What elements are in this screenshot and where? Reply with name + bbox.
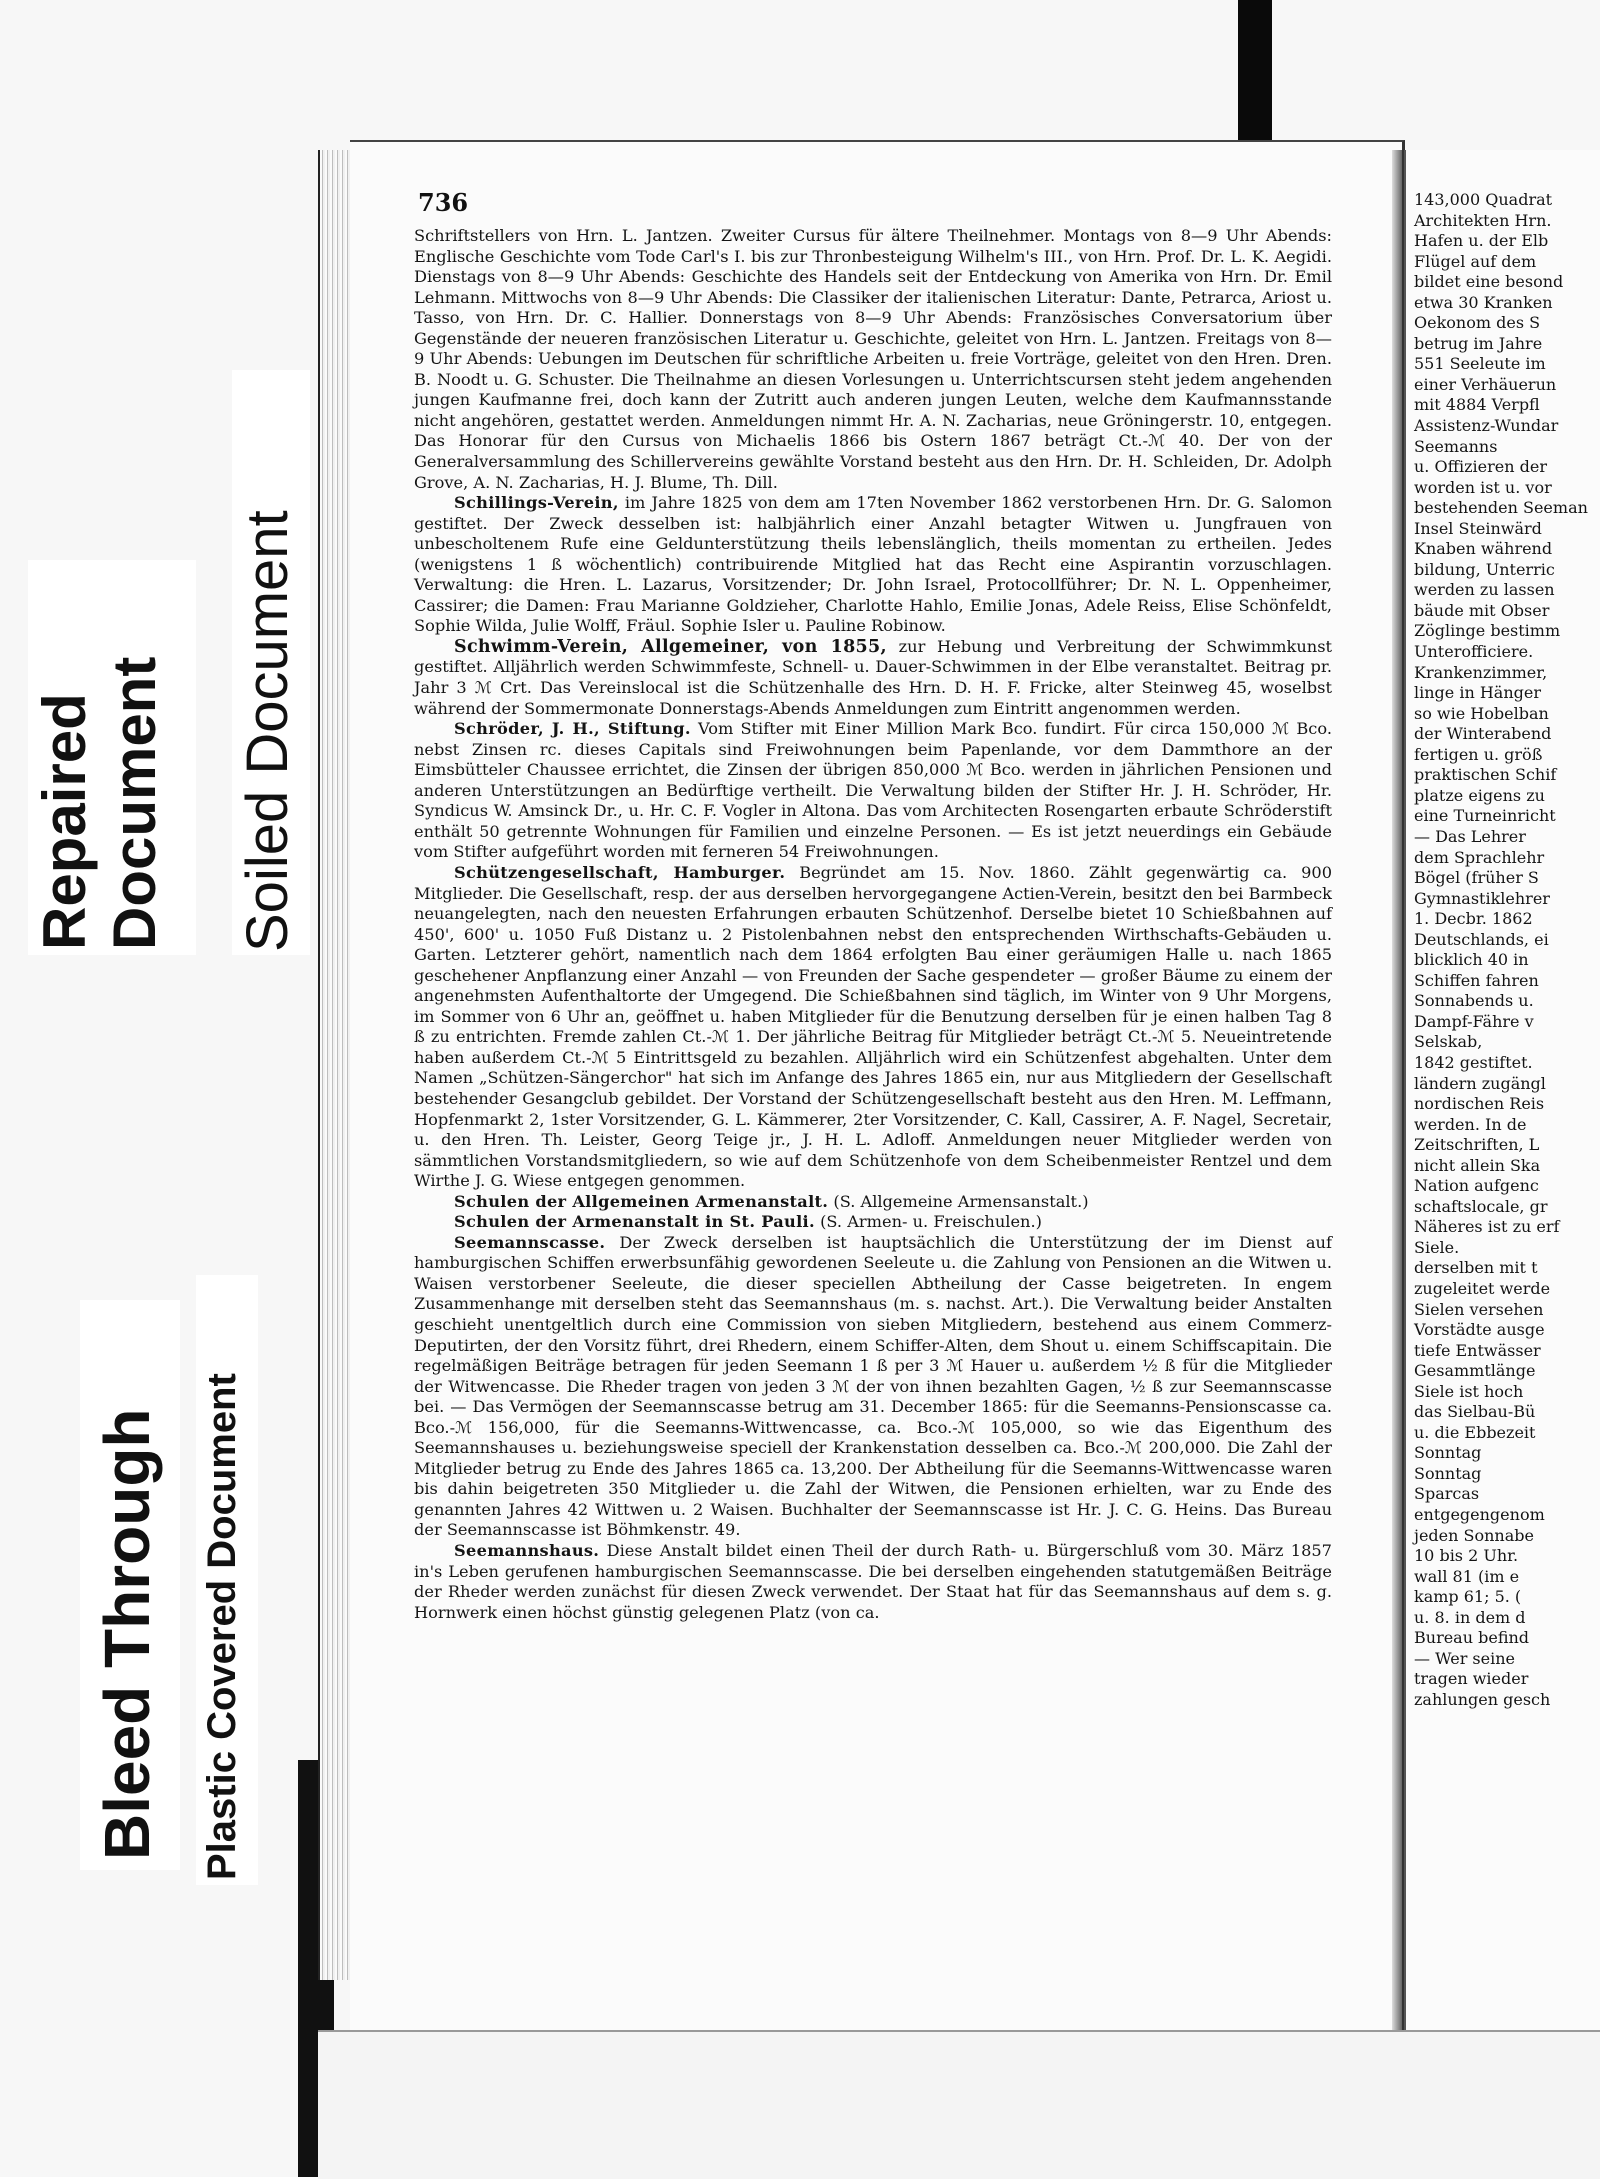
right-page-line: Hafen u. der Elb: [1414, 231, 1549, 251]
right-page-line: 143,000 Quadrat: [1414, 190, 1553, 209]
directory-entry: [414, 493, 1332, 637]
right-page-line: werden zu lassen: [1414, 580, 1555, 600]
right-page-line: blicklich 40 in: [1414, 950, 1529, 970]
directory-entry: [414, 226, 1332, 493]
right-page-line: 10 bis 2 Uhr.: [1414, 1546, 1519, 1566]
main-text-column: [414, 226, 1332, 1623]
right-page-line: 551 Seeleute im: [1414, 354, 1546, 374]
right-page-line: der Winterabend: [1414, 724, 1552, 744]
right-page-line: linge in Hänger: [1414, 683, 1541, 703]
entry-heading: Schulen der Armenanstalt in St. Pauli.: [454, 1212, 815, 1232]
entry-text: im Jahre 1825 von dem am 17ten November 1862 verstorbenen Hrn. Dr. G. Salomon gestiftet. Der Zweck desselben ist: halbjährlich einer Anzahl betagter Witwen u. Jungfrauen von unbescholtenem Rufe eine Geldunterstützung theils lebenslänglich, theils momentan zu ertheilen. Jedes (wenigstens 1 ß wöchentlich) contribuirende Mitglied hat das Recht eine Aspirantin vorzuschlagen. Verwaltung: die Hren. L. Lazarus, Vorsitzender; Dr. John Israel, Protocollführer; Dr. N. L. Oppenheimer, Cassirer; die Damen: Frau Marianne Goldzieher, Charlotte Hahlo, Emilie Jonas, Adele Reiss, Elise Schönfeldt, Sophie Wilda, Julie Wolff, Fräul. Sophie Isler u. Pauline Robinow.: [414, 493, 1332, 636]
right-page-line: das Sielbau-Bü: [1414, 1402, 1536, 1422]
right-page-fragment: [1404, 150, 1600, 2040]
right-page-line: wall 81 (im e: [1414, 1566, 1520, 1586]
right-page-line: fertigen u. größ: [1414, 744, 1543, 764]
entry-heading: Schillings-Verein,: [454, 493, 619, 513]
right-page-line: Seemanns: [1414, 436, 1498, 456]
entry-text: (S. Armen- u. Freischulen.): [820, 1212, 1042, 1232]
right-page-line: Zeitschriften, L: [1414, 1135, 1540, 1155]
right-page-line: Siele.: [1414, 1237, 1460, 1257]
right-page-line: Assistenz-Wundar: [1414, 416, 1559, 436]
right-page-line: tiefe Entwässer: [1414, 1340, 1541, 1360]
right-page-line: einer Verhäuerun: [1414, 374, 1557, 394]
right-page-line: Zöglinge bestimm: [1414, 621, 1561, 641]
right-page-line: Siele ist hoch: [1414, 1381, 1524, 1401]
directory-entry: [414, 1541, 1332, 1623]
directory-entry: [414, 1192, 1332, 1213]
right-page-line: dem Sprachlehr: [1414, 847, 1545, 867]
right-page-line: etwa 30 Kranken: [1414, 292, 1553, 312]
right-page-line: u. die Ebbezeit: [1414, 1422, 1536, 1442]
right-page-line: zugeleitet werde: [1414, 1278, 1551, 1298]
right-page-line: derselben mit t: [1414, 1258, 1538, 1278]
entry-heading: Schwimm-Verein, Allgemeiner, von 1855,: [454, 636, 887, 657]
right-page-line: — Wer seine: [1414, 1648, 1515, 1668]
page-number: 736: [418, 188, 469, 217]
entry-text: Begründet am 15. Nov. 1860. Zählt gegenwärtig ca. 900 Mitglieder. Die Gesellschaft, resp. der aus derselben hervorgegangene Actien-Verein, besitzt den bei Barmbeck neuangelegten, nach den neuesten Erfahrungen erbauten Schützenhof. Derselbe bietet 10 Schießbahnen auf 450', 600' u. 1050 Fuß Distanz u. 2 Pistolenbahnen nebst den entsprechenden Wirthschafts-Gebäuden u. Garten. Letzterer gehört, namentlich nach dem 1864 erfolgten Bau einer geräumigen Halle u. nach 1865 geschehener Anpflanzung einer Anzahl — von Freunden der Sache gespendeter — großer Bäume zu einem der angenehmsten Aufenthaltorte der Umgegend. Die Schießbahnen sind täglich, im Winter von 9 Uhr Morgens, im Sommer von 6 Uhr an, geöffnet u. haben Mitglieder für die Benutzung derselben für je einen halben Tag 8 ß zu entrichten. Fremde zahlen Ct.-ℳ 1. Der jährliche Beitrag für Mitglieder beträgt Ct.-ℳ 5. Neueintretende haben außerdem Ct.-ℳ 5 Eintrittsgeld zu bezahlen. Alljährlich wird ein Schützenfest abgehalten. Unter dem Namen „Schützen-Sängerchor" hat sich im Anfange des Jahres 1865 ein, nur aus Mitgliedern der Gesellschaft bestehender Gesangclub gebildet. Der Vorstand der Schützengesellschaft besteht aus den Hren. M. Leffmann, Hopfenmarkt 2, 1ster Vorsitzender, G. L. Kämmerer, 2ter Vorsitzender, C. Kall, Cassirer, A. F. Nagel, Secretair, u. den Hren. Th. Leister, Georg Teige jr., J. H. L. Adloff. Anmeldungen neuer Mitglieder werden von sämmtlichen Vorstandsmitgliedern, so wie auf dem Schützenhofe von dem Scheibenmeister Rentzel und dem Wirthe J. G. Wiese entgegen genommen.: [414, 862, 1333, 1191]
right-page-line: Unterofficiere.: [1414, 642, 1534, 662]
right-page-line: Sparcas: [1414, 1484, 1480, 1504]
right-page-line: praktischen Schif: [1414, 765, 1557, 785]
label-repaired-document: Repaired Document: [31, 656, 168, 950]
right-page-line: ländern zugängl: [1414, 1073, 1546, 1093]
right-page-line: Dampf-Fähre v: [1414, 1011, 1534, 1031]
entry-text: Diese Anstalt bildet einen Theil der durch Rath- u. Bürgerschluß vom 30. März 1857 in's Leben gerufenen hamburgischen Seemannscasse. Die bei derselben eingehenden statutgemäßen Beiträge der Rheder werden zunächst für diesen Zweck verwendet. Der Staat hat für das Seemannshaus auf dem s. g. Hornwerk einen höchst günstig gelegenen Platz (von ca.: [414, 1541, 1332, 1622]
right-page-line: bildung, Unterric: [1414, 559, 1555, 579]
right-page-line: Architekten Hrn.: [1414, 210, 1552, 230]
right-page-line: nordischen Reis: [1414, 1094, 1545, 1114]
right-page-line: werden. In de: [1414, 1114, 1527, 1134]
right-page-line: Deutschlands, ei: [1414, 929, 1549, 949]
entry-heading: Seemannshaus.: [454, 1541, 600, 1560]
right-page-line: Krankenzimmer,: [1414, 662, 1548, 682]
right-page-line: Sonntag: [1414, 1463, 1482, 1483]
right-page-line: Knaben während: [1414, 539, 1553, 559]
right-page-line: Insel Steinwärd: [1414, 518, 1542, 538]
right-page-line: eine Turneinricht: [1414, 806, 1556, 826]
right-page-line: Nation aufgenc: [1414, 1176, 1539, 1196]
right-page-line: Sielen versehen: [1414, 1299, 1544, 1319]
right-page-line: u. Offizieren der: [1414, 457, 1547, 477]
right-page-line: so wie Hobelban: [1414, 703, 1549, 723]
right-page-line: Näheres ist zu erf: [1414, 1217, 1560, 1237]
directory-entry: [414, 637, 1332, 719]
right-page-line: schaftslocale, gr: [1414, 1196, 1548, 1216]
right-page-line: Gymnastiklehrer: [1414, 888, 1550, 908]
right-page-line: bäude mit Obser: [1414, 600, 1550, 620]
directory-entry: [414, 1233, 1332, 1541]
right-page-line: Sonntag: [1414, 1443, 1482, 1463]
right-page-line: tragen wieder: [1414, 1669, 1529, 1689]
entry-text: Schriftstellers von Hrn. L. Jantzen. Zweiter Cursus für ältere Theilnehmer. Montags von 8—9 Uhr Abends: Englische Geschichte vom Tode Carl's I. bis zur Thronbesteigung Wilhelm's III., von Hrn. Prof. Dr. L. K. Aegidi. Dienstags von 8—9 Uhr Abends: Geschichte des Handels seit der Entdeckung von Amerika von Hrn. Dr. Emil Lehmann. Mittwochs von 8—9 Uhr Abends: Die Classiker der italienischen Literatur: Dante, Petrarca, Ariost u. Tasso, von Hrn. Dr. C. Hallier. Donnerstags von 8—9 Uhr Abends: Französisches Conversatorium über Gegenstände der neueren französischen Literatur u. Geschichte, geleitet von Hrn. L. Jantzen. Freitags von 8—9 Uhr Abends: Uebungen im Deutschen für schriftliche Arbeiten u. freie Vorträge, geleitet von den Hren. Dren. B. Noodt u. G. Schuster. Die Theilnahme an diesen Vorlesungen u. Unterrichtscursen steht jedem angehenden jungen Kaufmanne frei, doch kann der Zutritt auch anderen jungen Leuten, welche dem Kaufmannsstande nicht angehören, gestattet werden. Anmeldungen nimmt Hr. A. N. Zacharias, neue Gröningerstr. 10, entgegen. Das Honorar für den Cursus von Michaelis 1866 bis Ostern 1867 beträgt Ct.-ℳ 40. Der von der Generalversammlung des Schillervereins gewählte Vorstand besteht aus den Hrn. Dr. H. Schleiden, Dr. Adolph Grove, A. N. Zacharias, H. J. Blume, Th. Dill.: [414, 226, 1332, 492]
right-page-line: Oekonom des S: [1414, 313, 1541, 333]
right-page-line: Vorstädte ausge: [1414, 1320, 1545, 1340]
right-page-line: Bureau befind: [1414, 1628, 1530, 1648]
right-page-line: mit 4884 Verpfl: [1414, 395, 1540, 415]
right-page-line: Bögel (früher S: [1414, 868, 1539, 888]
label-plastic-covered-document: Plastic Covered Document: [200, 1373, 244, 1880]
right-page-line: zahlungen gesch: [1414, 1689, 1551, 1709]
directory-entry: [414, 719, 1332, 863]
right-page-line: Sonnabends u.: [1414, 991, 1534, 1011]
entry-text: zur Hebung und Verbreitung der Schwimmkunst gestiftet. Alljährlich werden Schwimmfeste, Schnell- u. Dauer-Schwimmen in der Elbe veranstaltet. Beitrag pr. Jahr 3 ℳ Crt. Das Vereinslocal ist die Schützenhalle des Hrn. D. H. F. Fricke, alter Steinweg 45, woselbst während der Sommermonate Donnerstags-Abends Anmeldungen zum Eintritt angenommen werden.: [414, 636, 1333, 718]
right-page-line: kamp 61; 5. (: [1414, 1587, 1522, 1607]
right-page-line: platze eigens zu: [1414, 785, 1545, 805]
scan-bottom: [318, 2030, 1600, 2179]
page-edges: [318, 150, 354, 1980]
entry-heading: Seemannscasse.: [454, 1232, 606, 1252]
book-gutter: [1392, 150, 1402, 2050]
right-page-line: Selskab,: [1414, 1032, 1483, 1052]
right-page-line: nicht allein Ska: [1414, 1155, 1541, 1175]
right-page-line: entgegengenom: [1414, 1505, 1545, 1524]
entry-heading: Schröder, J. H., Stiftung.: [454, 719, 691, 739]
right-page-line: 1. Decbr. 1862: [1414, 909, 1533, 929]
right-page-line: betrug im Jahre: [1414, 333, 1543, 353]
right-page-line: worden ist u. vor: [1414, 477, 1552, 497]
directory-entry: [414, 863, 1332, 1192]
entry-text: Der Zweck derselben ist hauptsächlich die Unterstützung der im Dienst auf hamburgischen Schiffen erwerbsunfähig gewordenen Seeleute u. die Zahlung von Pensionen an die Witwen u. Waisen verstorbener Seeleute, die dieser speciellen Abtheilung der Casse beigetreten. In engem Zusammenhange mit derselben steht das Seemannshaus (m. s. nachst. Art.). Die Verwaltung beider Anstalten geschieht unentgeltlich durch eine Commission von sieben Mitgliedern, bestehend aus einem Commerz-Deputirten, der den Vorsitz führt, drei Rhedern, einem Schiffer-Alten, dem Shout u. einem Schiffscapitain. Die regelmäßigen Beiträge betragen für jeden Seemann 1 ß per 3 ℳ Hauer u. außerdem ½ ß für die Mitglieder der Witwencasse. Die Rheder tragen von jeden 3 ℳ der von ihnen bezahlten Gagen, ½ ß zur Seemannscasse bei. — Das Vermögen der Seemannscasse betrug am 31. December 1865: für die Seemanns-Pensionscasse ca. Bco.-ℳ 156,000, für die Seemanns-Wittwencasse, ca. Bco.-ℳ 105,000, so wie das Eigenthum des Seemannshauses u. beziehungsweise speciell der Krankenstation desselben ca. Bco.-ℳ 200,000. Die Zahl der Mitglieder betrug zu Ende des Jahres 1865 ca. 13,200. Der Abtheilung für die Seemanns-Wittwencasse waren bis dahin beigetreten 350 Mitglieder u. die Zahl der Witwen, die Pensionen erhielten, war zu Ende des genannten Jahres 42 Wittwen u. 2 Waisen. Buchhalter der Seemannscasse ist Hr. J. C. G. Heins. Das Bureau der Seemannscasse ist Böhmkenstr. 49.: [414, 1232, 1332, 1540]
right-page-line: — Das Lehrer: [1414, 826, 1526, 846]
right-page-line: Flügel auf dem: [1414, 251, 1537, 271]
right-page-line: u. 8. in dem d: [1414, 1607, 1526, 1627]
directory-entry: [414, 1212, 1332, 1233]
right-page-line: 1842 gestiftet.: [1414, 1052, 1533, 1072]
entry-heading: Schützengesellschaft, Hamburger.: [454, 862, 786, 882]
right-page-line: Gesammtlänge: [1414, 1361, 1536, 1381]
entry-heading: Schulen der Allgemeinen Armenanstalt.: [454, 1191, 829, 1211]
right-page-line: jeden Sonnabe: [1414, 1525, 1534, 1545]
label-soiled-document: Soiled Document: [235, 510, 300, 952]
label-bleed-through: Bleed Through: [91, 1408, 163, 1860]
right-page-line: Schiffen fahren: [1414, 970, 1539, 990]
right-page-text: [1414, 190, 1600, 1710]
entry-text: (S. Allgemeine Armensanstalt.): [833, 1191, 1089, 1211]
right-page-line: bestehenden Seeman: [1414, 498, 1588, 518]
right-page-line: bildet eine besond: [1414, 272, 1564, 292]
entry-text: Vom Stifter mit Einer Million Mark Bco. fundirt. Für circa 150,000 ℳ Bco. nebst Zinsen rc. dieses Capitals sind Freiwohnungen beim Papenlande, vor dem Dammthore an der Eimsbütteler Chaussee errichtet, die Zinsen der übrigen 850,000 ℳ Bco. werden in jährlichen Pensionen und anderen Unterstützungen an Bedürftige vertheilt. Die Verwaltung bilden der Stifter Hr. J. H. Schröder, Hr. Syndicus W. Amsinck Dr., u. Hr. C. F. Vogler in Altona. Das vom Architecten Rosengarten erbaute Schröderstift enthält 50 getrennte Wohnungen für Familien und einzelne Personen. — Es ist jetzt neuerdings ein Gebäude vom Stifter aufgeführt worden mit ferneren 54 Freiwohnungen.: [414, 719, 1332, 862]
